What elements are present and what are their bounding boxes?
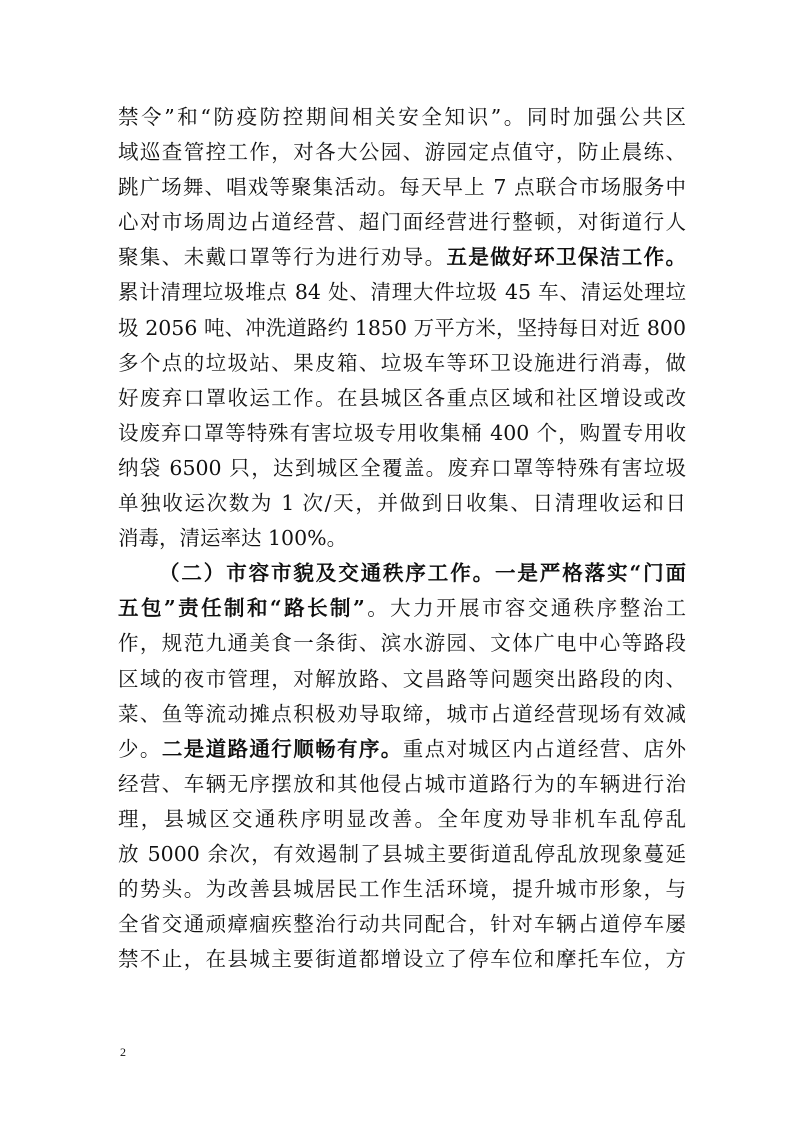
text-segment: 区域的夜市管理，对解放路、文昌路等问题突出路段的肉、: [118, 666, 686, 691]
text-segment: 少。: [118, 736, 162, 761]
text-line: [118, 311, 686, 346]
text-line: [118, 697, 686, 732]
text-segment: 消毒，清运率达 100%。: [118, 526, 348, 551]
text-segment: 禁不止，在县城主要街道都增设立了停车位和摩托车位，方: [118, 947, 686, 972]
text-line: [118, 626, 686, 661]
bold-text-segment: 五包”责任制和“路长制”: [118, 596, 365, 621]
text-line: [118, 872, 686, 907]
text-line: [118, 907, 686, 942]
text-line: [118, 486, 686, 521]
body-text: [118, 100, 686, 977]
text-line: [118, 381, 686, 416]
text-line: [118, 521, 686, 556]
text-segment: 累计清理垃圾堆点 84 处、清理大件垃圾 45 车、清运处理垃: [118, 280, 686, 305]
text-segment: 经营、车辆无序摆放和其他侵占城市道路行为的车辆进行治: [118, 771, 686, 796]
text-line: [118, 135, 686, 170]
text-line: [118, 591, 686, 626]
text-segment: 心对市场周边占道经营、超门面经营进行整顿，对街道行人: [118, 210, 686, 235]
text-line: [118, 767, 686, 802]
page-number: 2: [120, 1045, 126, 1059]
text-segment: 放 5000 余次，有效遏制了县城主要街道乱停乱放现象蔓延: [118, 841, 686, 866]
text-segment: 聚集、未戴口罩等行为进行劝导。: [118, 245, 447, 270]
text-line: [118, 100, 686, 135]
text-segment: 理，县城区交通秩序明显改善。全年度劝导非机车乱停乱: [118, 806, 686, 831]
text-line: [118, 275, 686, 310]
bold-text-segment: （二）市容市貌及交通秩序工作。一是严格落实“门面: [159, 561, 686, 586]
text-segment: 的势头。为改善县城居民工作生活环境，提升城市形象，与: [118, 877, 686, 902]
bold-text-segment: 二是道路通行顺畅有序。: [161, 736, 403, 761]
text-line: [118, 205, 686, 240]
text-line: [118, 451, 686, 486]
text-segment: 作，规范九通美食一条街、滨水游园、文体广电中心等路段: [118, 631, 686, 656]
text-segment: 好废弃口罩收运工作。在县城区各重点区域和社区增设或改: [118, 385, 686, 410]
text-line: [118, 416, 686, 451]
text-segment: 域巡查管控工作，对各大公园、游园定点值守，防止晨练、: [118, 140, 686, 165]
text-line: [118, 942, 686, 977]
text-segment: 。大力开展市容交通秩序整治工: [364, 596, 686, 621]
text-line: [118, 346, 686, 381]
text-segment: 重点对城区内占道经营、店外: [402, 736, 686, 761]
text-line: [118, 662, 686, 697]
text-segment: 圾 2056 吨、冲洗道路约 1850 万平方米，坚持每日对近 800: [118, 315, 686, 340]
text-segment: 跳广场舞、唱戏等聚集活动。每天早上 7 点联合市场服务中: [118, 175, 686, 200]
text-segment: 纳袋 6500 只，达到城区全覆盖。废弃口罩等特殊有害垃圾: [118, 455, 686, 480]
text-line: [118, 240, 686, 275]
text-segment: 多个点的垃圾站、果皮箱、垃圾车等环卫设施进行消毒，做: [118, 350, 686, 375]
text-line: [118, 556, 686, 591]
text-segment: 全省交通顽瘴痼疾整治行动共同配合，针对车辆占道停车屡: [118, 912, 686, 937]
text-segment: 单独收运次数为 1 次/天，并做到日收集、日清理收运和日: [118, 491, 686, 516]
text-segment: 菜、鱼等流动摊点积极劝导取缔，城市占道经营现场有效减: [118, 701, 686, 726]
bold-text-segment: 五是做好环卫保洁工作。: [446, 245, 686, 270]
text-segment: 设废弃口罩等特殊有害垃圾专用收集桶 400 个，购置专用收: [118, 420, 686, 445]
text-line: [118, 837, 686, 872]
text-line: [118, 170, 686, 205]
text-segment: 禁令”和“防疫防控期间相关安全知识”。同时加强公共区: [118, 105, 686, 129]
text-line: [118, 732, 686, 767]
text-line: [118, 802, 686, 837]
